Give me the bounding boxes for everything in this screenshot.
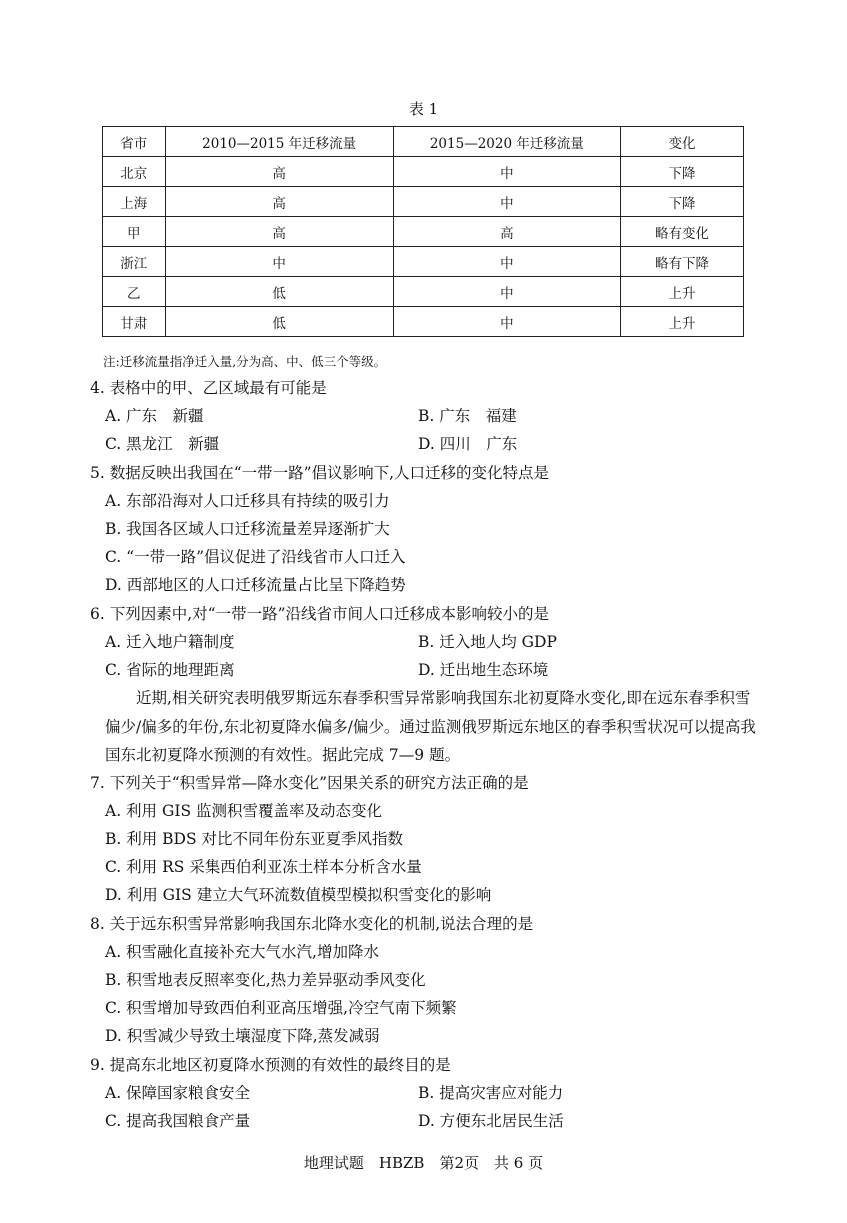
- table-note: 注:迁移流量指净迁入量,分为高、中、低三个等级。: [103, 354, 387, 369]
- q9-option-d: D. 方便东北居民生活: [418, 1112, 564, 1130]
- q6-option-a: A. 迁入地户籍制度: [105, 633, 235, 651]
- q5-option-d: D. 西部地区的人口迁移流量占比呈下降趋势: [105, 576, 406, 594]
- q9-option-a: A. 保障国家粮食安全: [105, 1084, 251, 1102]
- q4-option-d: D. 四川 广东: [418, 435, 518, 453]
- q6-option-d: D. 迁出地生态环境: [418, 661, 549, 679]
- q4-option-a: A. 广东 新疆: [105, 407, 204, 425]
- table-header-row: [103, 127, 744, 157]
- table-cell: 下降: [620, 157, 743, 187]
- header-change: 变化: [620, 127, 743, 157]
- table-cell: 高: [393, 217, 620, 247]
- q7-option-c: C. 利用 RS 采集西伯利亚冻土样本分析含水量: [105, 858, 422, 876]
- q6-option-b: B. 迁入地人均 GDP: [418, 633, 557, 651]
- table-cell: 高: [165, 157, 393, 187]
- table-cell: 低: [165, 307, 393, 337]
- table-caption: 表 1: [408, 100, 439, 118]
- q5-option-a: A. 东部沿海对人口迁移具有持续的吸引力: [105, 492, 390, 510]
- table-cell: 浙江: [103, 247, 166, 277]
- table-cell: 中: [393, 187, 620, 217]
- table-cell: 中: [393, 307, 620, 337]
- header-2015-2020: 2015—2020 年迁移流量: [393, 127, 620, 157]
- table-cell: 上升: [620, 277, 743, 307]
- table-cell: 甘肃: [103, 307, 166, 337]
- table-cell: 北京: [103, 157, 166, 187]
- table-row: [103, 277, 744, 307]
- table-cell: 低: [165, 277, 393, 307]
- table-cell: 略有下降: [620, 247, 743, 277]
- table-row: [103, 247, 744, 277]
- q7-option-b: B. 利用 BDS 对比不同年份东亚夏季风指数: [105, 830, 404, 848]
- table-cell: 乙: [103, 277, 166, 307]
- table-cell: 下降: [620, 187, 743, 217]
- header-province: 省市: [103, 127, 166, 157]
- table-row: [103, 187, 744, 217]
- table-cell: 中: [393, 247, 620, 277]
- q9-option-c: C. 提高我国粮食产量: [105, 1112, 251, 1130]
- q5-option-c: C. “一带一路”倡议促进了沿线省市人口迁入: [105, 548, 406, 566]
- q7-option-d: D. 利用 GIS 建立大气环流数值模型模拟积雪变化的影响: [105, 886, 492, 904]
- header-2010-2015: 2010—2015 年迁移流量: [165, 127, 393, 157]
- q9-stem: 9. 提高东北地区初夏降水预测的有效性的最终目的是: [90, 1056, 451, 1074]
- q4-option-b: B. 广东 福建: [418, 407, 517, 425]
- q8-option-b: B. 积雪地表反照率变化,热力差异驱动季风变化: [105, 971, 426, 989]
- table-cell: 中: [165, 247, 393, 277]
- table-row: [103, 307, 744, 337]
- q8-option-d: D. 积雪减少导致土壤湿度下降,蒸发减弱: [105, 1027, 380, 1045]
- migration-table: [102, 126, 744, 337]
- q4-option-c: C. 黑龙江 新疆: [105, 435, 220, 453]
- q7-stem: 7. 下列关于“积雪异常—降水变化”因果关系的研究方法正确的是: [90, 774, 529, 792]
- table-cell: 上海: [103, 187, 166, 217]
- page-footer: 地理试题 HBZB 第2页 共 6 页: [303, 1154, 544, 1172]
- q9-option-b: B. 提高灾害应对能力: [418, 1084, 564, 1102]
- table-cell: 高: [165, 187, 393, 217]
- table-cell: 中: [393, 277, 620, 307]
- q8-option-c: C. 积雪增加导致西伯利亚高压增强,冷空气南下频繁: [105, 999, 457, 1017]
- table-cell: 略有变化: [620, 217, 743, 247]
- q8-option-a: A. 积雪融化直接补充大气水汽,增加降水: [105, 943, 379, 961]
- q4-stem: 4. 表格中的甲、乙区域最有可能是: [90, 379, 327, 397]
- table-cell: 上升: [620, 307, 743, 337]
- q8-stem: 8. 关于远东积雪异常影响我国东北降水变化的机制,说法合理的是: [90, 915, 534, 933]
- table-row: [103, 157, 744, 187]
- reading-passage: 近期,相关研究表明俄罗斯远东春季积雪异常影响我国东北初夏降水变化,即在远东春季积雪偏少/偏多的年份,东北初夏降水偏多/偏少。通过监测俄罗斯远东地区的春季积雪状况可以提高我国东北初夏降水预测的有效性。据此完成 7—9 题。: [105, 689, 756, 764]
- table-row: [103, 217, 744, 247]
- table-cell: 甲: [103, 217, 166, 247]
- q5-stem: 5. 数据反映出我国在“一带一路”倡议影响下,人口迁移的变化特点是: [90, 464, 549, 482]
- table-cell: 高: [165, 217, 393, 247]
- table-cell: 中: [393, 157, 620, 187]
- q6-option-c: C. 省际的地理距离: [105, 661, 235, 679]
- q6-stem: 6. 下列因素中,对“一带一路”沿线省市间人口迁移成本影响较小的是: [90, 605, 549, 623]
- q7-option-a: A. 利用 GIS 监测积雪覆盖率及动态变化: [105, 802, 383, 820]
- q5-option-b: B. 我国各区域人口迁移流量差异逐渐扩大: [105, 520, 390, 538]
